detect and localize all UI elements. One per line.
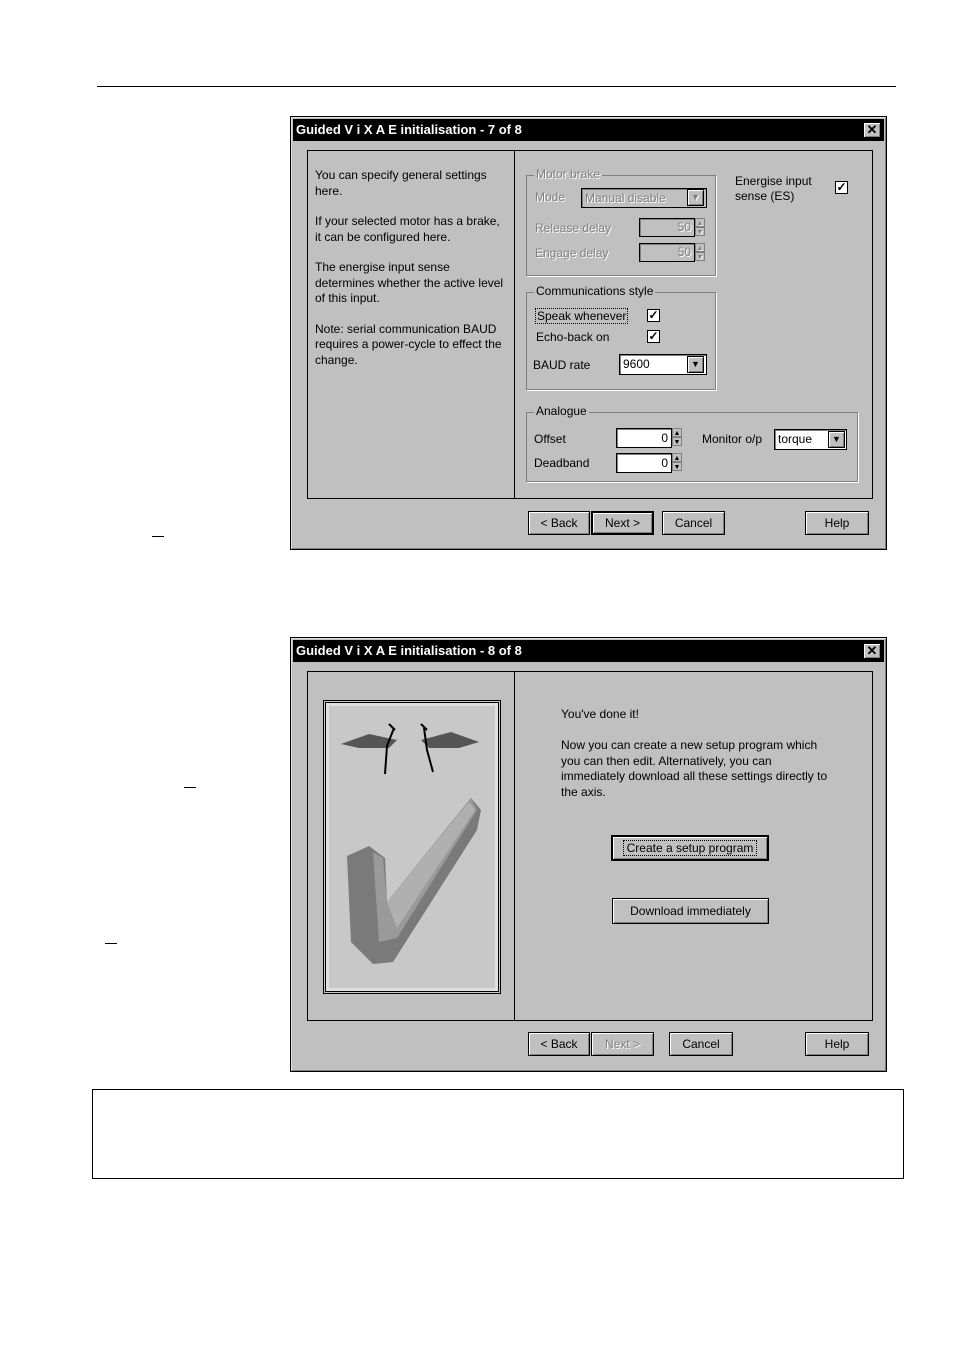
next-button[interactable]: Next >: [591, 511, 654, 535]
group-title: Motor brake: [536, 167, 601, 181]
title-bar: [293, 640, 884, 662]
mode-label: Mode: [535, 190, 566, 204]
done-heading: You've done it!: [561, 707, 639, 721]
group-title: Communications style: [536, 284, 654, 298]
offset-value: 0: [661, 431, 668, 445]
release-delay-spinner[interactable]: ▲ ▼: [696, 220, 704, 236]
create-setup-program-button[interactable]: [611, 835, 769, 861]
offset-input[interactable]: [616, 428, 672, 448]
engage-delay-spinner[interactable]: ▲ ▼: [696, 245, 704, 261]
engage-delay-value: 50: [677, 245, 691, 259]
help-button[interactable]: Help: [805, 1032, 869, 1056]
wizard-dialog-step-7: [290, 116, 887, 550]
analogue-group: [526, 404, 858, 482]
release-delay-value: 50: [677, 220, 691, 234]
offset-label: Offset: [534, 432, 566, 446]
checkmark-illustration-icon: [323, 700, 501, 994]
communications-group: [526, 284, 716, 390]
done-message: Now you can create a new setup program which you can then edit. Alternatively, you can immediately download all these settings directly to the axis.: [561, 738, 828, 799]
release-delay-label: Release delay: [535, 221, 612, 235]
help-paragraph: Note: serial communication BAUD requires a power-cycle to effect the change.: [315, 321, 502, 367]
stray-mark: [184, 787, 196, 788]
baud-rate-value: 9600: [623, 357, 650, 371]
release-delay-input[interactable]: [639, 218, 695, 237]
back-button[interactable]: < Back: [528, 1032, 590, 1056]
note-box: [92, 1089, 904, 1179]
page-header-rule: [97, 86, 896, 87]
chevron-down-icon[interactable]: ▼: [687, 356, 704, 373]
cancel-button[interactable]: Cancel: [662, 511, 725, 535]
panel-divider: [514, 671, 515, 1021]
engage-delay-label: Engage delay: [535, 246, 609, 260]
energise-checkbox[interactable]: ✓: [836, 180, 847, 194]
panel-divider: [514, 150, 515, 499]
wizard-dialog-step-8: [290, 637, 887, 1072]
help-paragraph: You can specify general settings here.: [315, 168, 487, 198]
title-bar: [293, 119, 884, 141]
create-setup-program-label: Create a setup program: [623, 840, 758, 856]
energise-label: [735, 174, 812, 204]
help-text: [315, 168, 507, 383]
close-icon[interactable]: ✕: [863, 643, 881, 659]
baud-rate-label: BAUD rate: [533, 358, 591, 372]
chevron-down-icon[interactable]: ▼: [687, 189, 704, 206]
deadband-spinner[interactable]: ▲ ▼: [673, 455, 681, 471]
chevron-down-icon[interactable]: ▼: [828, 431, 845, 448]
help-paragraph: If your selected motor has a brake, it can be configured here.: [315, 214, 500, 244]
mode-value: Manual disable: [585, 191, 666, 205]
motor-brake-group: [526, 167, 716, 276]
speak-whenever-label: Speak whenever: [537, 309, 627, 323]
cancel-button[interactable]: Cancel: [669, 1032, 733, 1056]
echo-back-checkbox[interactable]: ✓: [648, 329, 659, 343]
speak-whenever-checkbox[interactable]: ✓: [648, 308, 659, 322]
group-title: Analogue: [536, 404, 587, 418]
deadband-input[interactable]: [616, 453, 672, 473]
back-button[interactable]: < Back: [528, 511, 590, 535]
monitor-label: Monitor o/p: [702, 432, 763, 446]
deadband-value: 0: [661, 456, 668, 470]
energise-label-line: Energise input: [735, 174, 812, 188]
dialog-title: Guided V i X A E initialisation - 8 of 8: [296, 643, 522, 658]
help-paragraph: The energise input sense determines whether the active level of this input.: [315, 260, 504, 305]
deadband-label: Deadband: [534, 456, 590, 470]
stray-mark: [105, 943, 117, 944]
echo-back-label: Echo-back on: [536, 330, 610, 344]
offset-spinner[interactable]: ▲ ▼: [673, 430, 681, 446]
engage-delay-input[interactable]: [639, 243, 695, 262]
help-button[interactable]: Help: [805, 511, 869, 535]
stray-mark: [152, 536, 164, 537]
dialog-title: Guided V i X A E initialisation - 7 of 8: [296, 122, 522, 137]
monitor-value: torque: [778, 432, 813, 446]
energise-label-line: sense (ES): [735, 189, 795, 203]
close-icon[interactable]: ✕: [863, 122, 881, 138]
next-button[interactable]: Next >: [591, 1032, 654, 1056]
download-immediately-button[interactable]: Download immediately: [612, 898, 769, 924]
